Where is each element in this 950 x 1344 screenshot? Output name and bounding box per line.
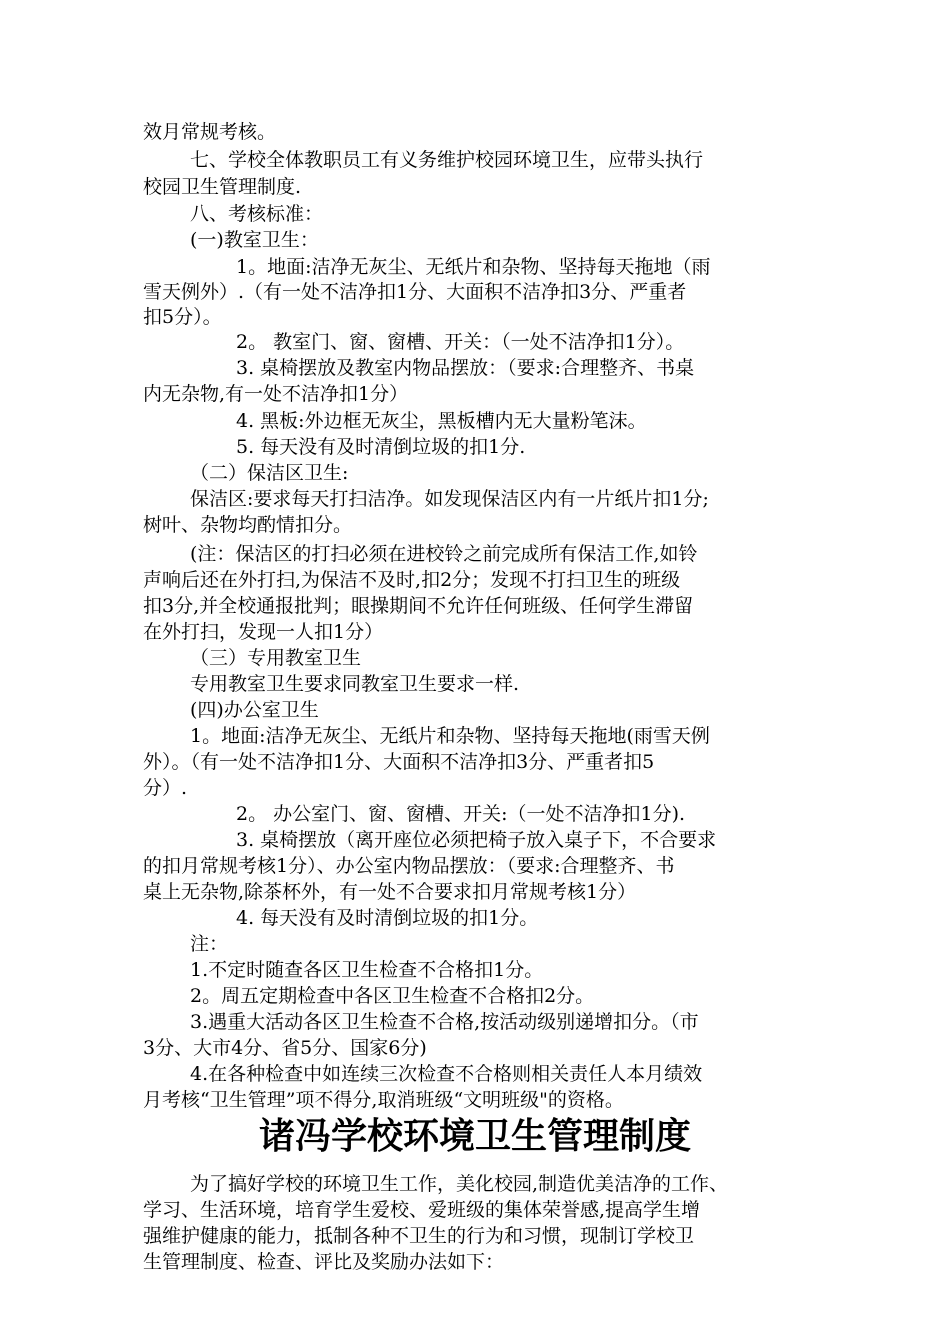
text-line: 外）。（有一处不洁净扣1分、大面积不洁净扣3分、严重者扣5: [143, 751, 655, 773]
text-line: 声响后还在外打扫,为保洁不及时,扣2分；发现不打扫卫生的班级: [143, 569, 681, 591]
text-line: 2。周五定期检查中各区卫生检查不合格扣2分。: [190, 985, 595, 1007]
intro-line: 生管理制度、检查、评比及奖励办法如下：: [143, 1251, 505, 1273]
section-heading: （二）保洁区卫生:: [190, 462, 349, 484]
text-line: 1.不定时随查各区卫生检查不合格扣1分。: [190, 959, 544, 981]
text-line: 5. 每天没有及时清倒垃圾的扣1分.: [236, 436, 526, 458]
text-line: 4. 黑板:外边框无灰尘，黑板槽内无大量粉笔沫。: [236, 410, 647, 432]
text-line: 3.遇重大活动各区卫生检查不合格,按活动级别递增扣分。（市: [190, 1011, 699, 1033]
text-line: 雪天例外）.（有一处不洁净扣1分、大面积不洁净扣3分、严重者: [143, 281, 687, 303]
intro-line: 为了搞好学校的环境卫生工作，美化校园,制造优美洁净的工作、: [190, 1173, 729, 1195]
text-line: 内无杂物,有一处不洁净扣1分）: [143, 383, 409, 405]
section-heading: （三）专用教室卫生: [190, 647, 362, 669]
text-line: 扣3分,并全校通报批判；眼操期间不允许任何班级、任何学生滞留: [143, 595, 694, 617]
intro-line: 强维护健康的能力，抵制各种不卫生的行为和习惯，现制订学校卫: [143, 1225, 695, 1247]
text-line: (注：保洁区的打扫必须在进校铃之前完成所有保洁工作,如铃: [190, 543, 698, 565]
text-line: 1。地面:洁净无灰尘、无纸片和杂物、坚持每天拖地(雨雪天例: [190, 725, 710, 747]
text-line: 3. 桌椅摆放及教室内物品摆放：（要求:合理整齐、书桌: [236, 357, 695, 379]
section-heading: (一)教室卫生：: [190, 229, 319, 251]
text-line: 3. 桌椅摆放（离开座位必须把椅子放入桌子下，不合要求: [236, 829, 717, 851]
document-title: 诸冯学校环境卫生管理制度: [258, 1116, 691, 1157]
text-line: 月考核“卫生管理”项不得分,取消班级“文明班级"的资格。: [143, 1089, 624, 1111]
text-line: 分）.: [143, 777, 188, 799]
text-line: 4.在各种检查中如连续三次检查不合格则相关责任人本月绩效: [190, 1063, 703, 1085]
text-line: 七、学校全体教职员工有义务维护校园环境卫生，应带头执行: [190, 149, 704, 171]
text-line: 的扣月常规考核1分）、办公室内物品摆放：（要求:合理整齐、书: [143, 855, 675, 877]
text-line: 注：: [190, 933, 229, 955]
intro-line: 学习、生活环境，培育学生爱校、爱班级的集体荣誉感,提高学生增: [143, 1199, 701, 1221]
section-heading: (四)办公室卫生: [190, 699, 319, 721]
text-line: 效月常规考核。: [143, 121, 277, 143]
text-line: 在外打扫，发现一人扣1分）: [143, 621, 384, 643]
text-line: 专用教室卫生要求同教室卫生要求一样.: [190, 673, 520, 695]
text-line: 校园卫生管理制度.: [143, 176, 302, 198]
text-line: 树叶、杂物均酌情扣分。: [143, 514, 353, 536]
text-line: 3分、大市4分、省5分、国家6分): [143, 1037, 427, 1059]
text-line: 4. 每天没有及时清倒垃圾的扣1分。: [236, 907, 539, 929]
text-line: 保洁区:要求每天打扫洁净。如发现保洁区内有一片纸片扣1分;: [190, 488, 709, 510]
text-line: 1。地面:洁净无灰尘、无纸片和杂物、坚持每天拖地（雨: [236, 256, 711, 278]
text-line: 2。 教室门、窗、窗槽、开关：（一处不洁净扣1分）。: [236, 331, 685, 353]
text-line: 桌上无杂物,除茶杯外，有一处不合要求扣月常规考核1分）: [143, 881, 637, 903]
text-line: 2。 办公室门、窗、窗槽、开关:（一处不洁净扣1分).: [236, 803, 686, 825]
text-line: 扣5分）。: [143, 306, 222, 328]
text-line: 八、考核标准：: [190, 203, 324, 225]
